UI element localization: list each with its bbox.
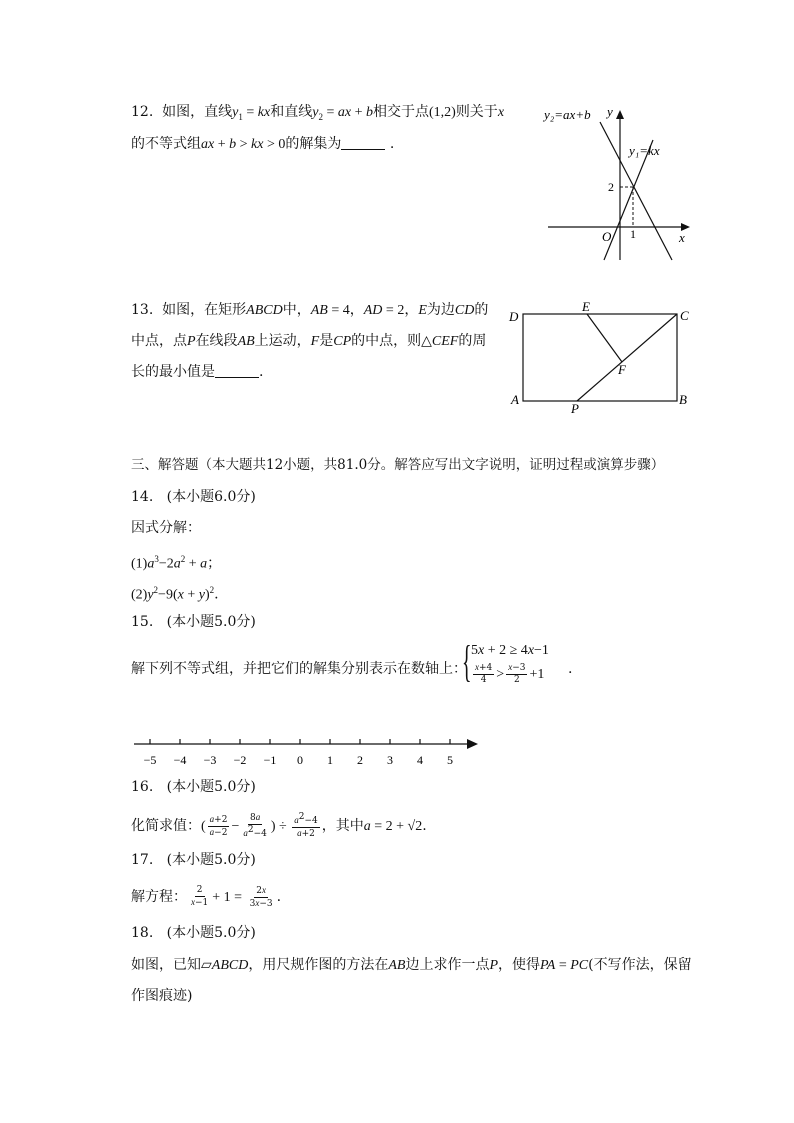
label-D: D	[509, 309, 519, 324]
number-line-tick-label: 4	[417, 753, 423, 767]
q18-line1: 如图，已知▱ABCD，用尺规作图的方法在AB边上求作一点P，使得PA = PC(不写作法，保留	[131, 957, 692, 973]
q13-line3: 长的最小值是 .	[131, 364, 264, 380]
label-x-axis: x	[679, 230, 685, 245]
q17-header: 17. (本小题5.0分)	[131, 852, 256, 868]
q14-part1: $(1)a^3-2a^2 + a$；	[131, 554, 222, 572]
q16-body: 化简求值：( $\frac{a+2}{a-2}$ − $\frac{8a}{a^2-4}$ ) ÷ $\frac{a^2-4}{a+2}$ ，其中a = 2 + √2.	[131, 812, 427, 839]
q15-header: 15. (本小题5.0分)	[131, 614, 256, 630]
number-line-tick-label: −1	[263, 753, 277, 767]
answer-blank-13	[215, 363, 259, 378]
answer-blank-12	[341, 135, 385, 150]
number-line	[130, 732, 490, 772]
q13-line1: 13. 如图，在矩形ABCD中，AB = 4，AD = 2，E为边CD的	[131, 302, 489, 318]
number-line-tick-label: −5	[143, 753, 157, 767]
label-F: F	[618, 362, 626, 377]
label-y1: y₁=kx	[629, 143, 660, 158]
label-y2: y₂=ax+b	[544, 107, 591, 122]
q18-line2: 作图痕迹)	[131, 988, 193, 1004]
label-y-axis: y	[607, 104, 613, 119]
number-line-tick-label: 5	[447, 753, 453, 767]
q12-line2: 的不等式组ax + b > kx > 0的解集为 .	[131, 136, 395, 152]
number-line-tick-label: −2	[233, 753, 247, 767]
q17-body: 解方程： $\frac{2}{x-1}$ + 1 = $\frac{2x}{3x-3}$ .	[131, 884, 282, 909]
q15-system: { 5x + 2 ≥ 4x−1 $\frac{x+4}{4}$ > $\frac{x-3}{2}$ +1	[462, 637, 549, 686]
label-E: E	[582, 299, 590, 314]
q15-prompt: 解下列不等式组，并把它们的解集分别表示在数轴上：	[131, 661, 467, 677]
number-line-tick-label: 3	[387, 753, 393, 767]
label-2: 2	[608, 180, 614, 194]
label-1: 1	[630, 227, 636, 241]
q14-prompt: 因式分解：	[131, 520, 201, 536]
label-B: B	[679, 392, 687, 407]
number-line-tick-label: 0	[297, 753, 303, 767]
q12-line1: 12. 如图，直线$y_1$ = kx和直线$y_2$ = ax + b相交于点(1,2)则关于x	[131, 104, 505, 122]
q13-line2: 中点，点P在线段AB上运动，F是CP的中点，则△CEF的周	[131, 333, 487, 349]
q12-figure	[540, 100, 700, 265]
number-line-tick-label: 2	[357, 753, 363, 767]
label-A: A	[511, 392, 519, 407]
label-P: P	[571, 401, 579, 416]
number-line-tick-label: 1	[327, 753, 333, 767]
q14-part2: $(2)y^2-9(x + y)^2$.	[131, 585, 219, 603]
section-heading: 三、解答题（本大题共12小题，共81.0分。解答应写出文字说明，证明过程或演算步骤）	[131, 457, 665, 473]
q13-figure	[505, 298, 705, 418]
q14-header: 14. (本小题6.0分)	[131, 489, 256, 505]
label-C: C	[680, 308, 689, 323]
label-origin: O	[602, 229, 612, 244]
number-line-tick-label: −3	[203, 753, 217, 767]
q18-header: 18. (本小题5.0分)	[131, 925, 256, 941]
q16-header: 16. (本小题5.0分)	[131, 779, 256, 795]
number-line-tick-label: −4	[173, 753, 187, 767]
